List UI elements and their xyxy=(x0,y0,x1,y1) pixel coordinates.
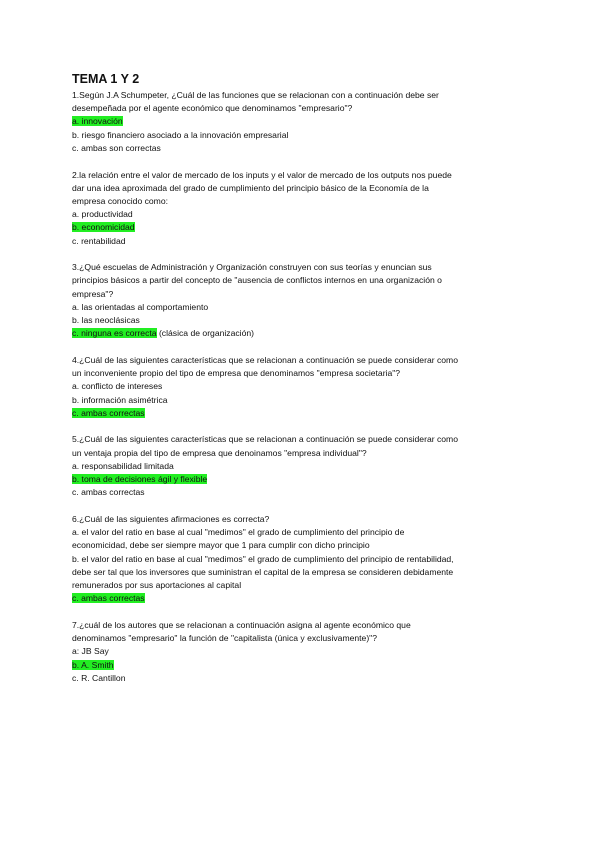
answer-text: b. el valor del ratio en base al cual "medimos" el grado de cumplimiento del principio de rentabilidad, xyxy=(72,553,454,564)
answer-text: a. responsabilidad limitada xyxy=(72,460,174,471)
answer-note: (clásica de organización) xyxy=(156,328,255,339)
answer-option xyxy=(72,380,534,393)
answer-text: b. información asimétrica xyxy=(72,394,168,405)
answer-option xyxy=(72,486,534,499)
correct-answer-option xyxy=(72,221,534,234)
highlighted-answer-text: c. ambas correctas xyxy=(72,407,145,418)
question-text: 7.¿cuál de los autores que se relacionan a continuación asigna al agente económico que xyxy=(72,619,411,630)
question-text: dar una idea aproximada del grado de cumplimiento del principio básico de la Economía de la xyxy=(72,182,429,193)
answer-text: a. las orientadas al comportamiento xyxy=(72,301,209,312)
highlighted-answer-text: b. A. Smith xyxy=(72,659,114,670)
question-text: 2.la relación entre el valor de mercado de los inputs y el valor de mercado de los outputs nos puede xyxy=(72,169,452,180)
answer-option xyxy=(72,301,534,314)
question-block xyxy=(72,261,534,340)
question-text: principios básicos a partir del concepto de "ausencia de conflictos internos en una organización o xyxy=(72,275,442,286)
highlighted-answer-text: c. ambas correctas xyxy=(72,593,145,604)
question-list xyxy=(72,89,534,685)
answer-option xyxy=(72,208,534,221)
answer-text: c. R. Cantillon xyxy=(72,672,126,683)
answer-option xyxy=(72,553,534,566)
correct-answer-option xyxy=(72,473,534,486)
question-text: un ventaja propia del tipo de empresa que denoinamos "empresa individual"? xyxy=(72,447,367,458)
question-text: empresa conocido como: xyxy=(72,195,169,206)
page-title: TEMA 1 Y 2 xyxy=(72,72,140,86)
answer-option xyxy=(72,672,534,685)
answer-text: debe ser tal que los inversores que suministran el capital de la empresa se consideren debidamente xyxy=(72,566,454,577)
answer-option xyxy=(72,566,534,579)
question-text: un inconveniente propio del tipo de empresa que denominamos "empresa societaria"? xyxy=(72,368,401,379)
question-text: denominamos "empresario" la función de "capitalista (única y exclusivamente)"? xyxy=(72,633,378,644)
correct-answer-option xyxy=(72,115,534,128)
question-text: 3.¿Qué escuelas de Administración y Organización construyen con sus teorías y enuncian sus xyxy=(72,262,432,273)
question-text: empresa"? xyxy=(72,288,114,299)
question-block xyxy=(72,169,534,248)
correct-answer-option xyxy=(72,659,534,672)
correct-answer-option xyxy=(72,327,534,340)
highlighted-answer-text: c. ninguna es correcta xyxy=(72,328,157,339)
correct-answer-option xyxy=(72,592,534,605)
answer-option xyxy=(72,539,534,552)
answer-option xyxy=(72,460,534,473)
question-text: 4.¿Cuál de las siguientes características que se relacionan a continuación se puede considerar como xyxy=(72,354,458,365)
answer-text: c. ambas son correctas xyxy=(72,142,161,153)
answer-option xyxy=(72,142,534,155)
answer-option xyxy=(72,579,534,592)
answer-text: b. riesgo financiero asociado a la innovación empresarial xyxy=(72,129,289,140)
answer-text: remunerados por sus aportaciones al capital xyxy=(72,580,242,590)
question-block xyxy=(72,513,534,605)
answer-text: a. conflicto de intereses xyxy=(72,381,163,392)
answer-text: a: JB Say xyxy=(72,646,109,657)
correct-answer-option xyxy=(72,407,534,420)
answer-text: a. productividad xyxy=(72,209,133,220)
answer-text: c. rentabilidad xyxy=(72,235,126,246)
answer-text: economicidad, debe ser siempre mayor que 1 para cumplir con dicho principio xyxy=(72,540,370,551)
question-text: desempeñada por el agente económico que denominamos "empresario"? xyxy=(72,103,353,114)
highlighted-answer-text: b. toma de decisiones ágil y flexible xyxy=(72,474,208,485)
highlighted-answer-text: b. economicidad xyxy=(72,222,135,233)
answer-option xyxy=(72,314,534,327)
answer-text: a. el valor del ratio en base al cual "medimos" el grado de cumplimiento del principio de xyxy=(72,527,405,538)
question-text: 5.¿Cuál de las siguientes características que se relacionan a continuación se puede considerar como xyxy=(72,434,458,445)
document-content xyxy=(72,72,534,698)
question-block xyxy=(72,433,534,499)
answer-text: c. ambas correctas xyxy=(72,487,145,498)
question-block xyxy=(72,89,534,155)
answer-option xyxy=(72,235,534,248)
question-text: 6.¿Cuál de las siguientes afirmaciones es correcta? xyxy=(72,513,270,524)
answer-option xyxy=(72,129,534,142)
question-block xyxy=(72,619,534,685)
answer-option xyxy=(72,394,534,407)
question-text: 1.Según J.A Schumpeter, ¿Cuál de las funciones que se relacionan con a continuación debe ser xyxy=(72,90,439,100)
answer-option xyxy=(72,526,534,539)
question-block xyxy=(72,354,534,420)
answer-text: b. las neoclásicas xyxy=(72,315,140,326)
answer-option xyxy=(72,645,534,658)
highlighted-answer-text: a. innovación xyxy=(72,116,123,127)
